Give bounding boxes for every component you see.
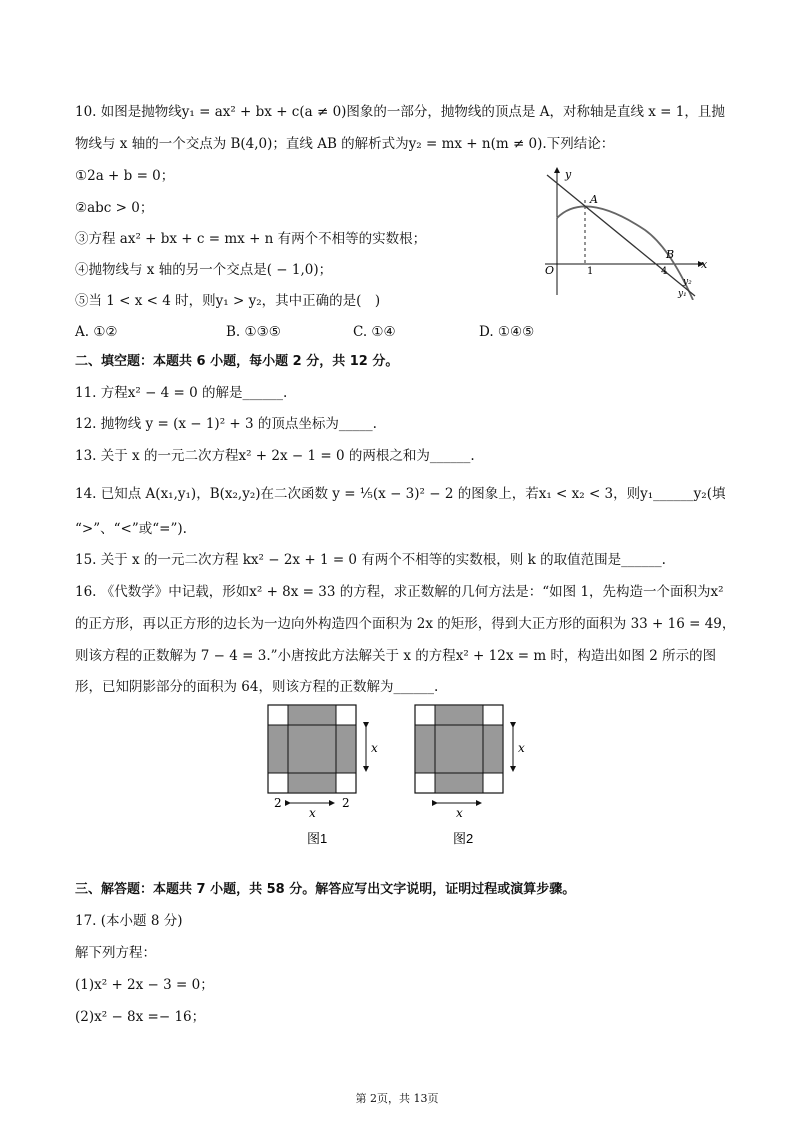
q12: 12. 抛物线 y = (x − 1)² + 3 的顶点坐标为_____. xyxy=(75,416,377,432)
fig1-caption: 图1 xyxy=(307,831,328,846)
q17-part1: (1)x² + 2x − 3 = 0； xyxy=(75,977,214,993)
q10-options xyxy=(75,322,695,342)
option-a: A. ①② xyxy=(75,324,118,340)
graph-label-origin: O xyxy=(545,264,555,277)
q15: 15. 关于 x 的一元二次方程 kx² − 2x + 1 = 0 有两个不相等的实数根，则 k 的取值范围是______. xyxy=(75,552,666,568)
section-3-heading: 三、解答题：本题共 7 小题，共 58 分。解答应写出文字说明，证明过程或演算步骤。 xyxy=(75,882,576,897)
graph-label-y2: y₂ xyxy=(683,277,692,287)
fig2-label-x-bottom: x xyxy=(456,806,463,820)
option-d: D. ①④⑤ xyxy=(479,324,535,340)
fig1-label-two-right: 2 xyxy=(342,796,350,810)
graph-label-y: y xyxy=(565,168,572,181)
page-footer: 第 2页，共 13页 xyxy=(355,1092,439,1105)
parabola-graph xyxy=(535,160,715,300)
q16-line1: 16. 《代数学》中记载，形如x² + 8x = 33 的方程，求正数解的几何方法是：“如图 1，先构造一个面积为x² xyxy=(75,584,724,600)
graph-label-four: 4 xyxy=(661,266,668,277)
fig1-label-x-bottom: x xyxy=(309,806,316,820)
q10-conclusion-5: ⑤当 1 < x < 4 时，则y₁ > y₂，其中正确的是( ) xyxy=(75,293,381,309)
q11: 11. 方程x² − 4 = 0 的解是______. xyxy=(75,385,288,401)
q10-line1: 10. 如图是抛物线y₁ = ax² + bx + c(a ≠ 0)图象的一部分，抛物线的顶点是 A，对称轴是直线 x = 1，且抛 xyxy=(75,104,725,120)
q10-conclusion-4: ④抛物线与 x 轴的另一个交点是( − 1,0)； xyxy=(75,262,333,278)
line-ab xyxy=(547,175,695,296)
square-figures xyxy=(255,695,555,850)
graph-label-y1: y₁ xyxy=(678,289,687,299)
q10-conclusion-3: ③方程 ax² + bx + c = mx + n 有两个不相等的实数根； xyxy=(75,231,427,247)
graph-label-x: x xyxy=(701,258,708,271)
graph-label-one: 1 xyxy=(587,266,594,277)
graph-label-a: A xyxy=(590,193,598,206)
fig1-label-two-left: 2 xyxy=(274,796,282,810)
q10-conclusion-2: ②abc > 0； xyxy=(75,200,154,216)
q17-intro: 解下列方程： xyxy=(75,945,156,961)
q14-line1: 14. 已知点 A(x₁,y₁)，B(x₂,y₂)在二次函数 y = ⅕(x − 3)² − 2 的图象上，若x₁ < x₂ < 3，则y₁______y₂(填 xyxy=(75,486,726,502)
q14-line2: “>”、“<”或“=”). xyxy=(75,521,187,537)
q17-part2: (2)x² − 8x =− 16； xyxy=(75,1009,206,1025)
q16-line3: 则该方程的正数解为 7 − 4 = 3.”小唐按此方法解关于 x 的方程x² + 12x = m 时，构造出如图 2 所示的图 xyxy=(75,648,717,664)
section-2-heading: 二、填空题：本题共 6 小题，每小题 2 分，共 12 分。 xyxy=(75,354,399,369)
fig2-label-x-side: x xyxy=(518,741,525,755)
figure-1 xyxy=(268,705,378,846)
option-c: C. ①④ xyxy=(353,324,396,340)
option-b: B. ①③⑤ xyxy=(226,324,281,340)
graph-label-b: B xyxy=(666,248,675,261)
q10-conclusion-1: ①2a + b = 0； xyxy=(75,168,175,184)
q16-line4: 形，已知阴影部分的面积为 64，则该方程的正数解为______. xyxy=(75,679,439,695)
q16-line2: 的正方形，再以正方形的边长为一边向外构造四个面积为 2x 的矩形，得到大正方形的面积为 33 + 16 = 49， xyxy=(75,616,736,632)
q17-heading: 17. (本小题 8 分) xyxy=(75,913,183,929)
q10-line2: 物线与 x 轴的一个交点为 B(4,0)；直线 AB 的解析式为y₂ = mx + n(m ≠ 0).下列结论： xyxy=(75,136,615,152)
fig1-label-x-side: x xyxy=(371,741,378,755)
q13: 13. 关于 x 的一元二次方程x² + 2x − 1 = 0 的两根之和为______. xyxy=(75,448,475,464)
fig2-caption: 图2 xyxy=(453,831,474,846)
figure-2 xyxy=(415,705,525,846)
